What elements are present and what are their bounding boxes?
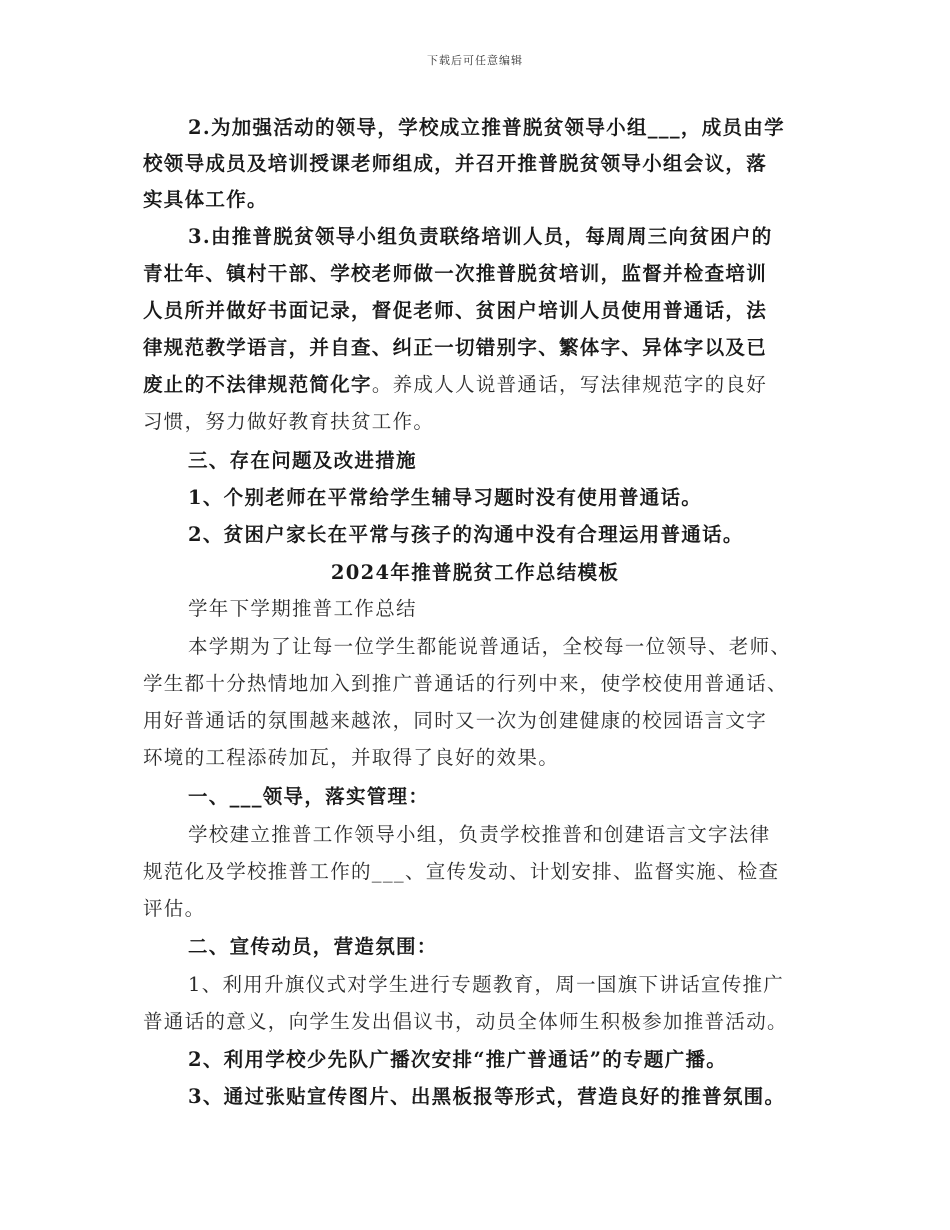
point-2: 2、利用学校少先队广播次安排“推广普通话”的专题广播。 — [188, 1048, 728, 1071]
item3-line-1: 3.由推普脱贫领导小组负责联络培训人员，每周周三向贫困户的 — [188, 225, 773, 248]
item3-light-fragment: 。养成人人说普通话，写法律规范字的良好 — [371, 373, 768, 396]
item2-line-3: 实具体工作。 — [143, 188, 268, 211]
para1-line-2: 规范化及学校推普工作的___、宣传发动、计划安排、监督实施、检查 — [143, 860, 780, 883]
intro-line-4: 环境的工程添砖加瓦，并取得了良好的效果。 — [143, 746, 560, 769]
intro-line-2: 学生都十分热情地加入到推广普通话的行列中来，使学校使用普通话、 — [143, 672, 788, 695]
item3-bold-fragment: 废止的不法律规范简化字 — [143, 373, 372, 396]
para2-line-2: 普通话的意义，向学生发出倡议书，动员全体师生积极参加推普活动。 — [143, 1010, 788, 1033]
item2-line-2: 校领导成员及培训授课老师组成，并召开推普脱贫领导小组会议，落 — [143, 152, 768, 175]
item2-line-1: 2.为加强活动的领导，学校成立推普脱贫领导小组___，成员由学 — [188, 116, 785, 139]
page-header-note: 下载后可任意编辑 — [427, 54, 523, 67]
problem-1: 1、个别老师在平常给学生辅导习题时没有使用普通话。 — [188, 486, 703, 509]
heading-1: 一、___领导，落实管理： — [188, 785, 430, 808]
item3-line-6: 习惯，努力做好教育扶贫工作。 — [143, 410, 435, 433]
item3-line-2: 青壮年、镇村干部、学校老师做一次推普脱贫培训，监督并检查培训 — [143, 262, 768, 285]
heading-section-3: 三、存在问题及改进措施 — [188, 449, 417, 472]
item3-line-3: 人员所并做好书面记录，督促老师、贫困户培训人员使用普通话，法 — [143, 299, 768, 322]
intro-line-1: 本学期为了让每一位学生都能说普通话，全校每一位领导、老师、 — [188, 635, 792, 658]
para2-line-1: 1、利用升旗仪式对学生进行专题教育，周一国旗下讲话宣传推广 — [188, 973, 785, 996]
para1-line-1: 学校建立推普工作领导小组，负责学校推普和创建语言文字法律 — [188, 823, 771, 846]
heading-2: 二、宣传动员，营造氛围： — [188, 935, 438, 958]
document-title: 2024年推普脱贫工作总结模板 — [330, 561, 620, 584]
item3-line-4: 律规范教学语言，并自查、纠正一切错别字、繁体字、异体字以及已 — [143, 336, 768, 359]
para1-line-3: 评估。 — [143, 897, 206, 920]
item3-line-5 — [143, 370, 807, 400]
point-3: 3、通过张贴宣传图片、出黑板报等形式，营造良好的推普氛围。 — [188, 1085, 786, 1108]
document-subtitle: 学年下学期推普工作总结 — [188, 597, 417, 620]
intro-line-3: 用好普通话的氛围越来越浓，同时又一次为创建健康的校园语言文字 — [143, 709, 768, 732]
problem-2: 2、贫困户家长在平常与孩子的沟通中没有合理运用普通话。 — [188, 523, 744, 546]
